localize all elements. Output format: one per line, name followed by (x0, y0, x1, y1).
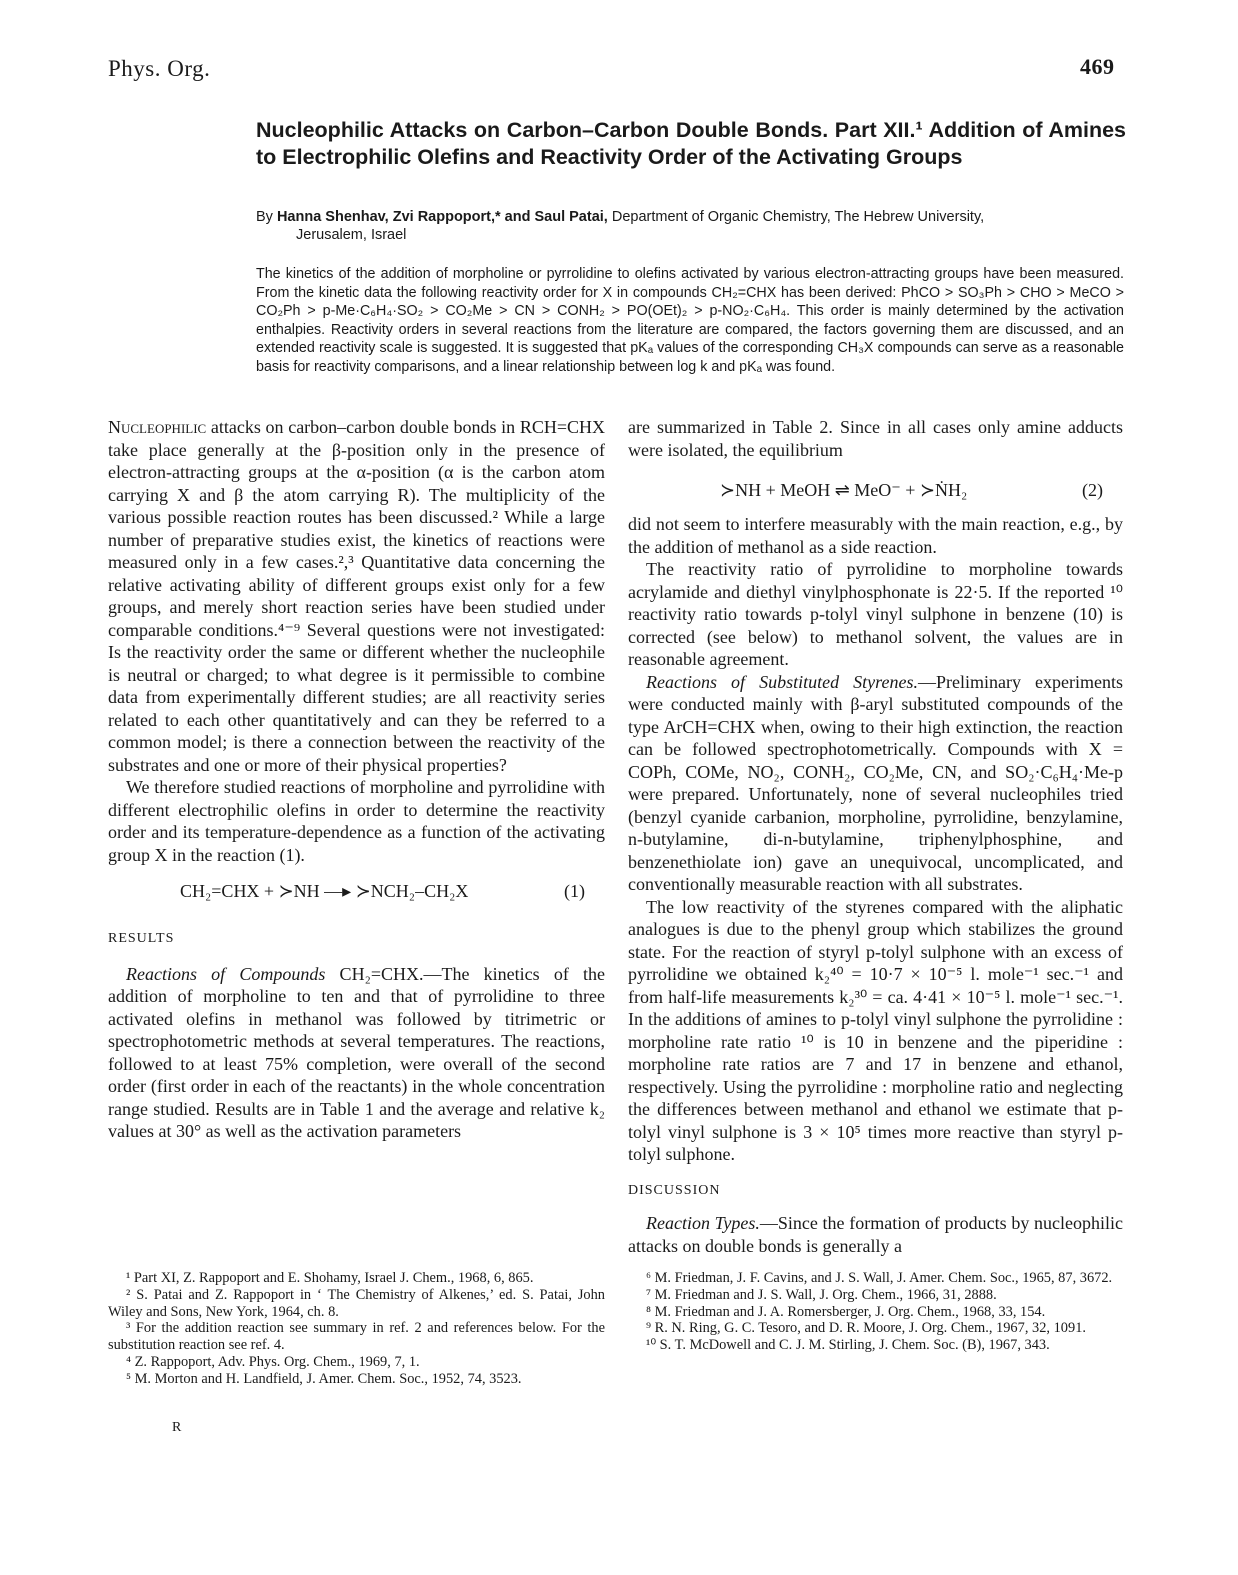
intro-text: attacks on carbon–carbon double bonds in RCH=CHX take place generally at the β-position only in the presence of electron-attracting groups at the α-position (α is the carbon atom carrying X and β the atom carrying R). The multiplicity of the various possible reaction routes has been discussed.² While a large number of preparative studies exist, the kinetics of reactions were measured only in a few cases.²,³ Quantitative data concerning the relative activating ability of different groups exist only for a few groups, and merely short reaction series have been studied under comparable conditions.⁴⁻⁹ Several questions were not investigated: Is the reactivity order the same or different whether the nucleophile is neutral or charged; to what degree is it permissible to combine data from experimentally different studies; are all reactivity series related to each other quantitatively and can they be referred to a common model; is there a connection between the reactivity of the substrates and one or more of their physical properties? (108, 417, 605, 775)
results-heading: RESULTS (108, 931, 175, 946)
paragraph-styrenes (628, 671, 1123, 896)
discussion-text: —Since the formation of products by nucleophilic attacks on double bonds is generally a (628, 1213, 1123, 1256)
paragraph-objectives: We therefore studied reactions of morpholine and pyrrolidine with different electrophilic olefins in order to determine the reactivity order and its temperature-dependence as a function of the activating group X in the reaction (1). (108, 777, 605, 865)
paragraph-table-summary: are summarized in Table 2. Since in all cases only amine adducts were isolated, the equilibrium (628, 417, 1123, 460)
byline-prefix: By (256, 209, 277, 225)
results-run-in: Reactions of Compounds (126, 963, 326, 984)
byline (256, 208, 1126, 244)
equation-2-block (628, 461, 1123, 513)
footnote-2: ² S. Patai and Z. Rappoport in ‘ The Chemistry of Alkenes,’ ed. S. Patai, John Wiley and Sons, New York, 1964, ch. 8. (108, 1286, 605, 1320)
footnote-3: ³ For the addition reaction see summary in ref. 2 and references below. For the substitution reaction see ref. 4. (108, 1320, 605, 1354)
equation-2: ≻NH + MeOH ⇌ MeO⁻ + ≻ṄH₂ (720, 480, 968, 500)
equation-1-block (108, 866, 605, 916)
results-paragraph (108, 963, 605, 1143)
author-names: Hanna Shenhav, Zvi Rappoport,* and Saul Patai, (276, 209, 608, 225)
article-title: Nucleophilic Attacks on Carbon–Carbon Double Bonds. Part XII.¹ Addition of Amines to Electrophilic Olefins and Reactivity Order of the Activating Groups (256, 118, 1126, 169)
right-column (628, 416, 1123, 1257)
footnote-7: ⁷ M. Friedman and J. S. Wall, J. Org. Chem., 1966, 31, 2888. (646, 1286, 997, 1303)
abstract: The kinetics of the addition of morpholine or pyrrolidine to olefins activated by various electron-attracting groups have been measured. From the kinetic data the following reactivity order for X in compounds CH₂=CHX has been derived: PhCO > SO₃Ph > CHO > MeCO > CO₂Ph > p-Me·C₆H₄·SO₂ > CO₂Me > CN > CONH₂ > PO(OEt)₂ > p-NO₂·C₆H₄. This order is mainly determined by the activation enthalpies. Reactivity orders in several reactions from the literature are compared, the factors governing them are discussed, and an extended reactivity scale is suggested. It is suggested that pKₐ values of the corresponding CH₃X compounds can serve as a reasonable basis for reactivity comparisons, and a linear relationship between log k and pKₐ was found. (256, 266, 1124, 375)
styrenes-run-in: Reactions of Substituted Styrenes. (646, 671, 918, 692)
footnote-9: ⁹ R. N. Ring, G. C. Tesoro, and D. R. Moore, J. Org. Chem., 1967, 32, 1091. (646, 1320, 1086, 1337)
discussion-run-in: Reaction Types. (646, 1213, 760, 1233)
signature-mark: R (172, 1420, 182, 1435)
paragraph-reactivity-ratio: The reactivity ratio of pyrrolidine to morpholine towards acrylamide and diethyl vinylphosphonate is 22·5. If the reported ¹⁰ reactivity ratio towards p-tolyl vinyl sulphone in benzene (10) is corrected (see below) to methanol solvent, the values are in reasonable agreement. (628, 559, 1123, 669)
equation-1: CH₂=CHX + ≻NH —▸ ≻NCH₂–CH₂X (180, 881, 469, 901)
page-number: 469 (1080, 54, 1115, 79)
footnote-10: ¹⁰ S. T. McDowell and C. J. M. Stirling, J. Chem. Soc. (B), 1967, 343. (646, 1337, 1050, 1354)
paragraph-low-reactivity: The low reactivity of the styrenes compared with the aliphatic analogues is due to the phenyl group which stabilizes the ground state. For the reaction of styryl p-tolyl sulphone with an excess of pyrrolidine we obtained k₂⁴⁰ = 10·7 × 10⁻⁵ l. mole⁻¹ sec.⁻¹ and from half-life measurements k₂³⁰ = ca. 4·41 × 10⁻⁵ l. mole⁻¹ sec.⁻¹. In the additions of amines to p-tolyl vinyl sulphone the pyrrolidine : morpholine rate ratio ¹⁰ is 10 in benzene and the piperidine : morpholine rate ratios are 7 and 17 in benzene and ethanol, respectively. Using the pyrrolidine : morpholine ratio and neglecting the differences between methanol and ethanol we estimate that p-tolyl vinyl sulphone is 3 × 10⁵ times more reactive than styryl p-tolyl sulphone. (628, 896, 1123, 1164)
footnote-5: ⁵ M. Morton and H. Landfield, J. Amer. Chem. Soc., 1952, 74, 3523. (126, 1370, 522, 1387)
left-column (108, 416, 605, 1143)
footnotes-right (628, 1270, 1123, 1354)
footnote-8: ⁸ M. Friedman and J. A. Romersberger, J. Org. Chem., 1968, 33, 154. (646, 1303, 1046, 1320)
footnote-4: ⁴ Z. Rappoport, Adv. Phys. Org. Chem., 1969, 7, 1. (126, 1353, 420, 1370)
affiliation-location: Jerusalem, Israel (296, 227, 407, 243)
affiliation: Department of Organic Chemistry, The Hebrew University, (607, 209, 985, 225)
equation-2-number: (2) (1082, 480, 1103, 500)
paragraph-equilibrium: did not seem to interfere measurably with the main reaction, e.g., by the addition of methanol as a side reaction. (628, 514, 1123, 557)
styrenes-text: —Preliminary experiments were conducted mainly with β-aryl substituted compounds of the type ArCH=CHX when, owing to their high extinction, the reaction can be followed spectrophotometrically. Compounds with X = COPh, COMe, NO₂, CONH₂, CO₂Me, CN, and SO₂·C₆H₄·Me-p were prepared. Unfortunately, none of several nucleophiles tried (benzyl cyanide carbanion, morpholine, pyrrolidine, benzylamine, n-butylamine, di-n-butylamine, triphenylphosphine, and benzenethiolate ion) gave an unequivocal, uncomplicated, and conventionally measurable reaction with all substrates. (628, 671, 1123, 894)
results-text: CH₂=CHX.—The kinetics of the addition of morpholine to ten and that of pyrrolidine to three activated olefins in methanol was followed by titrimetric or spectrophotometric methods at several temperatures. The reactions, followed to at least 75% completion, were overall of the second order (first order in each of the reactants) in the whole concentration range studied. Results are in Table 1 and the average and relative k₂ values at 30° as well as the activation parameters (108, 963, 606, 1141)
footnote-1: ¹ Part XI, Z. Rappoport and E. Shohamy, Israel J. Chem., 1968, 6, 865. (126, 1270, 534, 1286)
intro-smallcaps: Nucleophilic (108, 417, 207, 437)
footnote-6: ⁶ M. Friedman, J. F. Cavins, and J. S. Wall, J. Amer. Chem. Soc., 1965, 87, 3672. (646, 1270, 1113, 1286)
discussion-heading: DISCUSSION (628, 1182, 721, 1198)
footnotes-left (108, 1270, 605, 1388)
intro-paragraph (108, 416, 605, 776)
equation-1-number: (1) (564, 881, 585, 901)
running-head-journal: Phys. Org. (108, 56, 211, 81)
paragraph-discussion (628, 1212, 1123, 1257)
